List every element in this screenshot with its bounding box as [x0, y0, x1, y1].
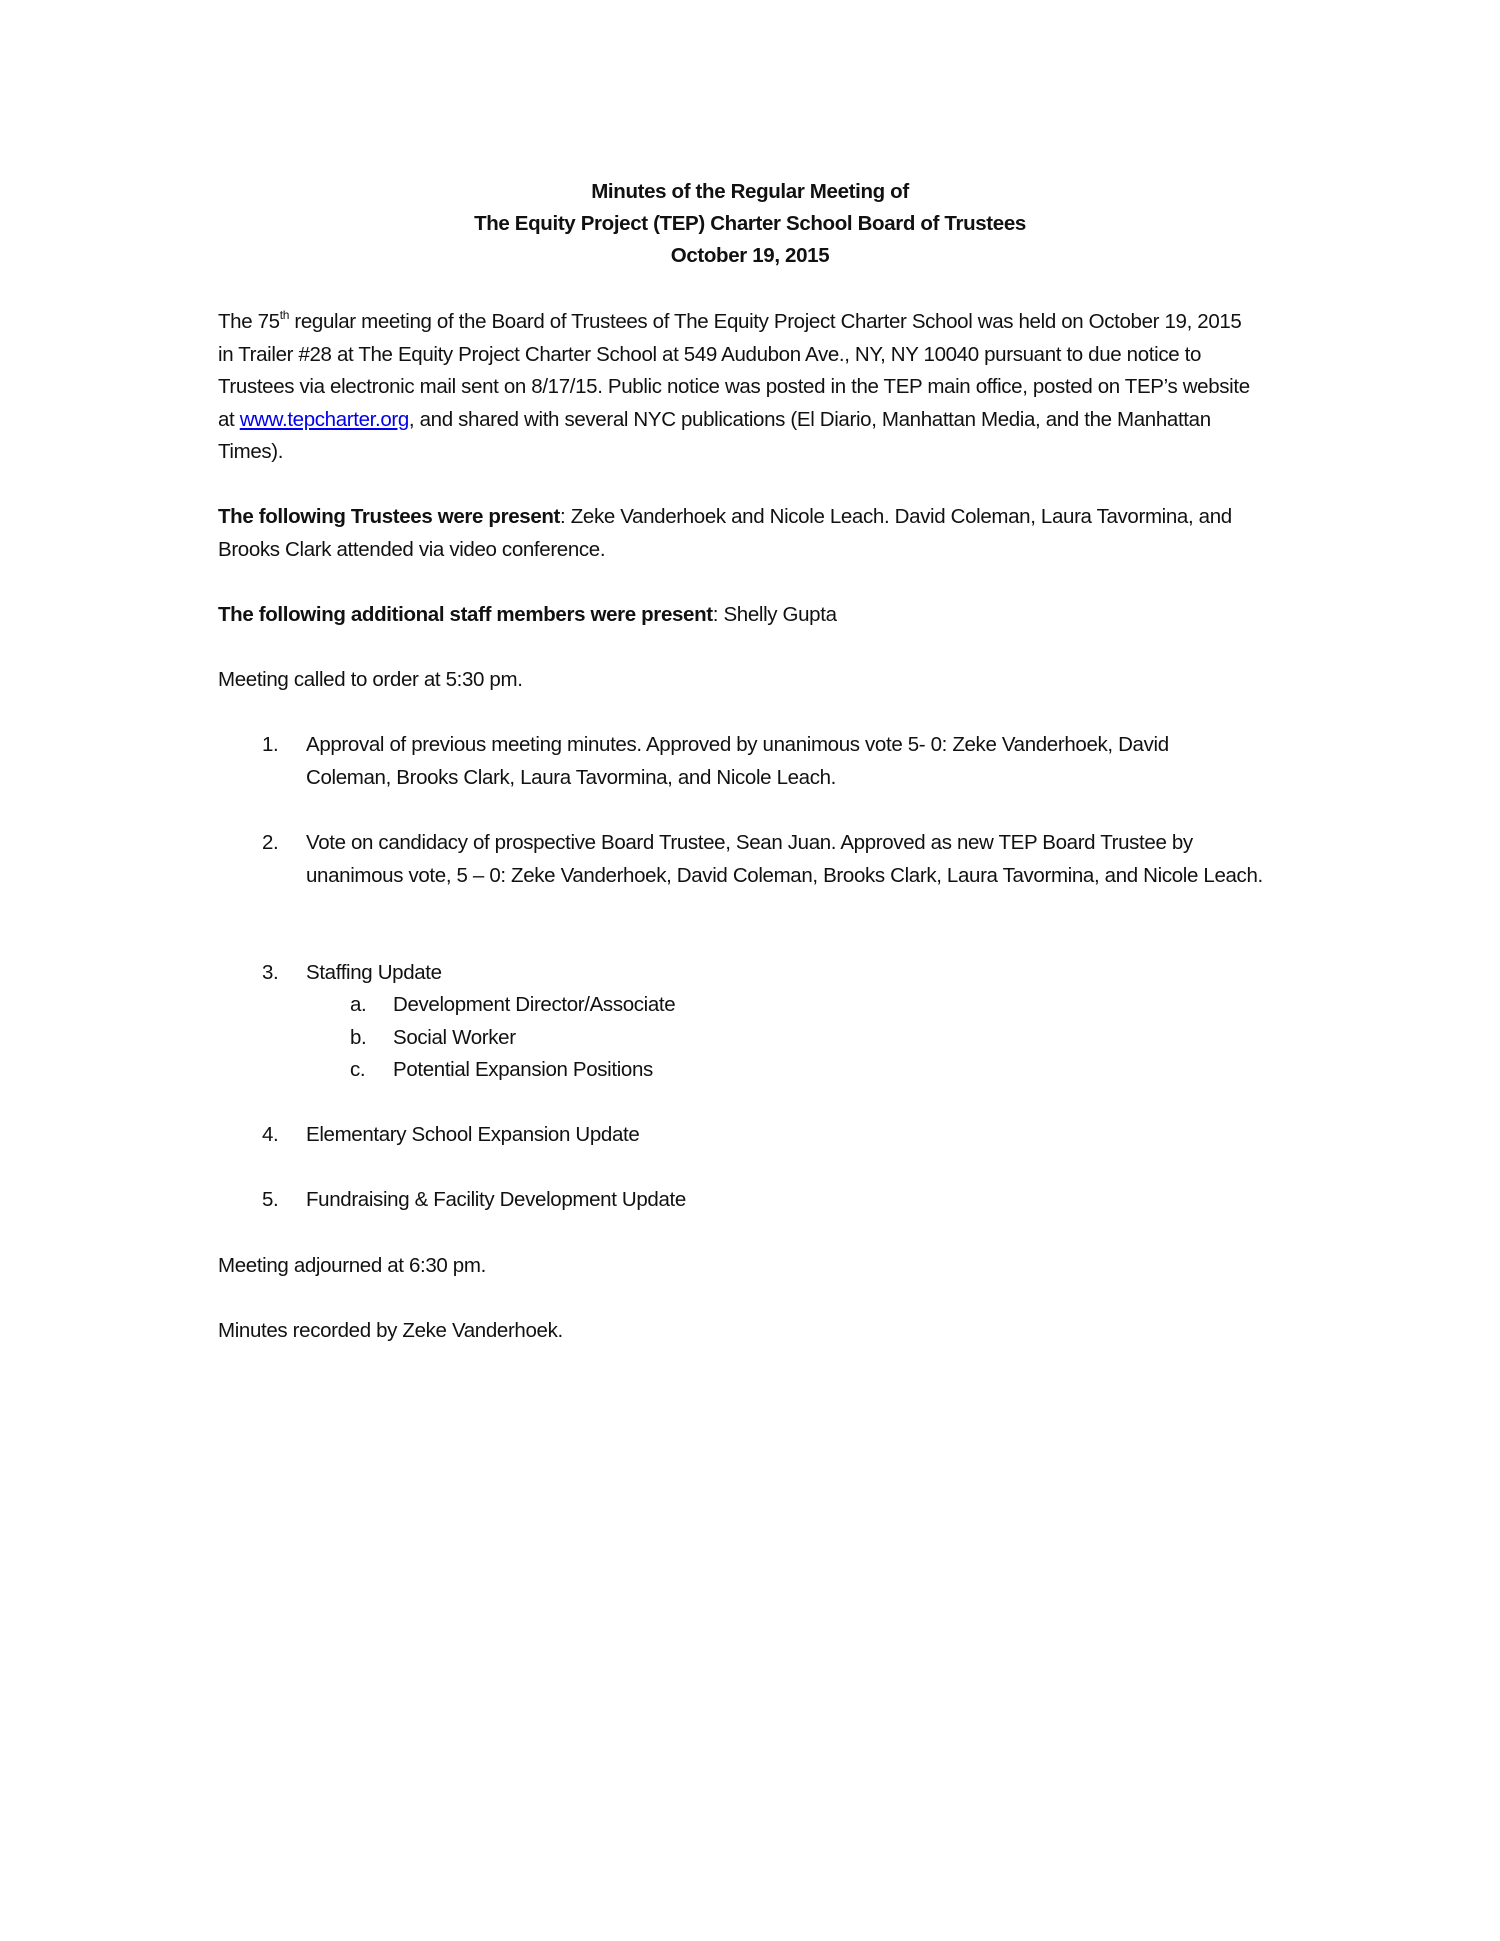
staff-label: The following additional staff members were present [218, 603, 713, 626]
called-to-order: Meeting called to order at 5:30 pm. [218, 668, 523, 691]
subitem-text: Potential Expansion Positions [393, 1058, 653, 1081]
intro-text-start: The 75 [218, 310, 280, 333]
subitem-letter: b. [350, 1026, 367, 1049]
agenda-subitem [350, 1054, 653, 1087]
website-link[interactable]: www.tepcharter.org [239, 407, 409, 431]
trustees-present-paragraph [218, 501, 1268, 566]
title-line-1: Minutes of the Regular Meeting of [591, 180, 909, 203]
subitem-letter: c. [350, 1058, 366, 1081]
intro-paragraph [218, 306, 1258, 469]
item-number: 1. [262, 733, 279, 756]
agenda-subitem [350, 1022, 516, 1055]
item-text: Vote on candidacy of prospective Board Trustee, Sean Juan. Approved as new TEP Board Trustee by unanimous vote, 5 – 0: Zeke Vanderhoek, David Coleman, Brooks Clark, Laura Tavormina, and Nicole Leach. [306, 831, 1263, 887]
agenda-item [262, 1119, 1282, 1152]
agenda-item [262, 827, 1272, 892]
trustees-text: : Zeke Vanderhoek and Nicole Leach. David Coleman, Laura Tavormina, and Brooks Clark attended via video conference. [218, 505, 1232, 561]
agenda-item [262, 957, 1282, 990]
subitem-text: Social Worker [393, 1026, 516, 1049]
agenda-subitem [350, 989, 675, 1022]
item-text: Approval of previous meeting minutes. Approved by unanimous vote 5- 0: Zeke Vanderhoek, David Coleman, Brooks Clark, Laura Tavormina, and Nicole Leach. [306, 733, 1169, 789]
item-number: 5. [262, 1188, 279, 1211]
subitem-text: Development Director/Associate [393, 993, 676, 1016]
agenda-item [262, 1184, 1282, 1217]
staff-text: : Shelly Gupta [712, 603, 837, 626]
item-number: 2. [262, 831, 279, 854]
agenda-item [262, 729, 1252, 794]
item-number: 4. [262, 1123, 279, 1146]
intro-text-end: , and shared with several NYC publications (El Diario, Manhattan Media, and the Manhattan Times). [218, 407, 1211, 463]
item-text: Fundraising & Facility Development Update [306, 1188, 686, 1211]
staff-present-paragraph [218, 599, 1278, 632]
item-number: 3. [262, 961, 279, 984]
title-line-2: The Equity Project (TEP) Charter School Board of Trustees [474, 212, 1026, 235]
ordinal-suffix: th [279, 308, 290, 322]
item-text: Elementary School Expansion Update [306, 1123, 640, 1146]
item-text: Staffing Update [306, 961, 442, 984]
trustees-label: The following Trustees were present [218, 505, 561, 528]
intro-text-middle: regular meeting of the Board of Trustees of The Equity Project Charter School was held on October 19, 2015 in Trailer #28 at The Equity Project Charter School at 549 Audubon Ave., NY, NY 10040 pursuant to due notice to Trustees via electronic mail sent on 8/17/15. Public notice was posted in the TEP main office, posted on TEP’s website at [218, 310, 1250, 431]
minutes-recorded-by: Minutes recorded by Zeke Vanderhoek. [218, 1319, 563, 1342]
title-line-3: October 19, 2015 [670, 244, 830, 267]
meeting-adjourned: Meeting adjourned at 6:30 pm. [218, 1254, 486, 1277]
subitem-letter: a. [350, 993, 367, 1016]
document-title [0, 176, 1500, 272]
